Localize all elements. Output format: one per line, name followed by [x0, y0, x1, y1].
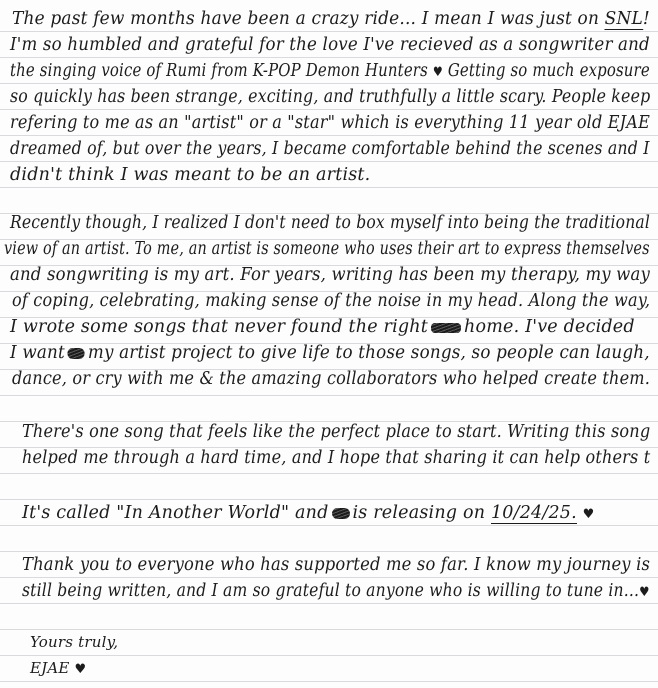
- letter-line: and songwriting is my art. For years, writing has been my therapy, my way: [10, 265, 650, 285]
- letter-line: refering to me as an "artist" or a "star" which is everything 11 year old EJAE: [10, 113, 651, 133]
- ruled-line: [0, 57, 658, 58]
- letter-line: Thank you to everyone who has supported me so far. I know my journey is: [22, 555, 651, 575]
- letter-line: still being written, and I am so grateful to anyone who is willing to tune in...♥: [22, 581, 650, 601]
- ruled-line: [0, 629, 658, 630]
- signature: EJAE ♥: [30, 659, 87, 677]
- ruled-line: [0, 473, 658, 474]
- snl-underlined-text: SNL: [604, 9, 643, 29]
- letter-line: There's one song that feels like the perfect place to start. Writing this song: [22, 422, 651, 442]
- ruled-line: [0, 551, 658, 552]
- ruled-line: [0, 395, 658, 396]
- letter-line: I wrote some songs that never found the right home. I've decided: [10, 317, 635, 337]
- letter-line: didn't think I was meant to be an artist.: [10, 165, 371, 185]
- letter-line: of coping, celebrating, making sense of the noise in my head. Along the way,: [12, 291, 651, 311]
- letter-line: helped me through a hard time, and I hope that sharing it can help others t: [22, 448, 651, 468]
- letter-line: It's called "In Another World" and is releasing on 10/24/25. ♥: [22, 503, 595, 523]
- heart-icon: ♥: [582, 507, 595, 522]
- ruled-line: [0, 655, 658, 656]
- scribble-out-mark: [332, 508, 350, 519]
- letter-line: Recently though, I realized I don't need to box myself into being the traditional: [10, 213, 651, 233]
- release-date: 10/24/25.: [490, 503, 577, 523]
- ruled-line: [0, 135, 658, 136]
- ruled-line: [0, 681, 658, 682]
- ruled-line: [0, 161, 658, 162]
- heart-icon: ♥: [432, 65, 443, 80]
- heart-icon: ♥: [639, 585, 650, 600]
- letter-line: the singing voice of Rumi from K-POP Demon Hunters ♥ Getting so much exposure: [10, 61, 650, 81]
- letter-line: dance, or cry with me & the amazing collaborators who helped create them.: [12, 369, 651, 389]
- ruled-line: [0, 577, 658, 578]
- ruled-line: [0, 499, 658, 500]
- ruled-line: [0, 187, 658, 188]
- heart-icon: ♥: [74, 662, 87, 677]
- closing-text: Yours truly,: [30, 633, 119, 651]
- letter-line: I'm so humbled and grateful for the love I've recieved as a songwriter and: [10, 35, 650, 55]
- scribble-out-mark: [431, 323, 461, 333]
- letter-line: I want my artist project to give life to those songs, so people can laugh,: [10, 343, 650, 363]
- ruled-line: [0, 109, 658, 110]
- scribble-out-mark: [68, 348, 85, 359]
- ruled-line: [0, 31, 658, 32]
- letter-line: so quickly has been strange, exciting, and truthfully a little scary. People keep: [10, 87, 651, 107]
- letter-line: view of an artist. To me, an artist is someone who uses their art to express themselves: [4, 239, 650, 259]
- letter-line: dreamed of, but over the years, I became comfortable behind the scenes and I: [10, 139, 650, 159]
- letter-line: The past few months have been a crazy ride... I mean I was just on SNL!: [12, 9, 650, 29]
